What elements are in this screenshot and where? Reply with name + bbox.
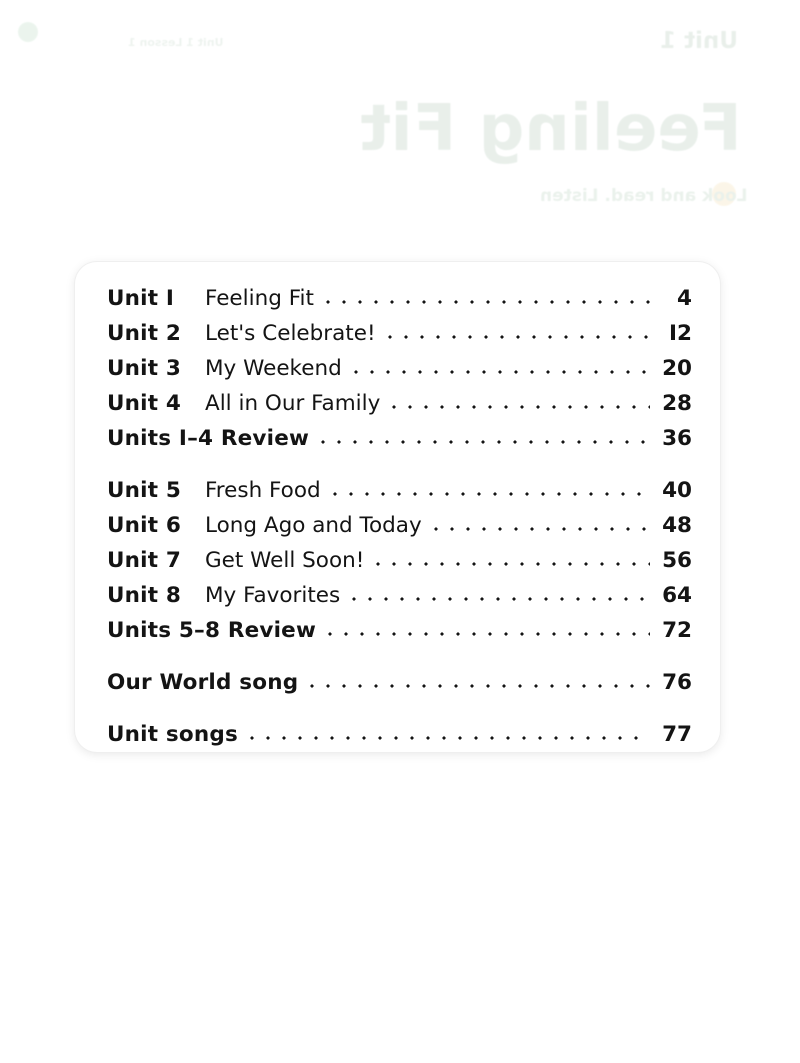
toc-page-number: 64 xyxy=(662,583,692,608)
contents-card xyxy=(75,262,720,752)
toc-page-number: 36 xyxy=(662,426,692,451)
dot-leader xyxy=(348,370,650,374)
dot-leader xyxy=(327,492,650,496)
ghost-corner-tag: Unit 1 Lesson 1 xyxy=(128,36,224,49)
toc-row[interactable] xyxy=(107,513,692,548)
table-of-contents-list xyxy=(107,286,692,757)
toc-row[interactable] xyxy=(107,391,692,426)
toc-row[interactable] xyxy=(107,478,692,513)
toc-page-number: I2 xyxy=(669,321,692,346)
ghost-title: Feeling Fit xyxy=(360,92,742,166)
toc-page-number: 40 xyxy=(662,478,692,503)
toc-entry-title: Get Well Soon! xyxy=(205,548,365,573)
toc-row[interactable] xyxy=(107,321,692,356)
ghost-unit-label: Unit 1 xyxy=(660,28,738,54)
ghost-circle-icon xyxy=(712,182,736,206)
toc-entry-title: Long Ago and Today xyxy=(205,513,422,538)
toc-unit-label: Unit songs xyxy=(107,722,238,747)
toc-unit-label: Unit I xyxy=(107,286,175,311)
toc-entry-title: Fresh Food xyxy=(205,478,321,503)
toc-unit-label: Our World song xyxy=(107,670,299,695)
toc-row[interactable] xyxy=(107,548,692,583)
toc-unit-label: Unit 3 xyxy=(107,356,182,381)
toc-row[interactable] xyxy=(107,670,692,705)
toc-row[interactable] xyxy=(107,356,692,391)
toc-page-number: 28 xyxy=(662,391,692,416)
toc-unit-label: Unit 4 xyxy=(107,391,182,416)
toc-unit-label: Unit 2 xyxy=(107,321,182,346)
toc-row[interactable] xyxy=(107,583,692,618)
toc-entry-title: My Weekend xyxy=(205,356,342,381)
dot-leader xyxy=(315,440,650,444)
ghost-subtitle: Look and read. Listen xyxy=(540,186,748,206)
toc-page-number: 48 xyxy=(662,513,692,538)
toc-page-number: 72 xyxy=(662,618,692,643)
toc-page-number: 20 xyxy=(662,356,692,381)
toc-row[interactable] xyxy=(107,426,692,461)
toc-entry-title: My Favorites xyxy=(205,583,341,608)
toc-unit-label: Unit 5 xyxy=(107,478,182,503)
toc-unit-label: Units I–4 Review xyxy=(107,426,310,451)
toc-entry-title: Feeling Fit xyxy=(205,286,314,311)
toc-page-number: 77 xyxy=(662,722,692,747)
dot-leader xyxy=(320,300,650,304)
ghost-circle-icon xyxy=(18,22,38,42)
dot-leader xyxy=(346,597,650,601)
dot-leader xyxy=(382,335,650,339)
toc-row[interactable] xyxy=(107,722,692,757)
toc-entry-title: Let's Celebrate! xyxy=(205,321,376,346)
toc-page-number: 76 xyxy=(662,670,692,695)
toc-unit-label: Unit 6 xyxy=(107,513,182,538)
toc-row[interactable] xyxy=(107,618,692,653)
toc-page-number: 56 xyxy=(662,548,692,573)
toc-unit-label: Unit 8 xyxy=(107,583,182,608)
toc-unit-label: Unit 7 xyxy=(107,548,182,573)
dot-leader xyxy=(304,684,650,688)
toc-row[interactable] xyxy=(107,286,692,321)
dot-leader xyxy=(428,527,650,531)
toc-unit-label: Units 5–8 Review xyxy=(107,618,317,643)
toc-entry-title: All in Our Family xyxy=(205,391,381,416)
dot-leader xyxy=(370,562,650,566)
dot-leader xyxy=(244,736,650,740)
toc-page-number: 4 xyxy=(677,286,692,311)
dot-leader xyxy=(386,405,650,409)
dot-leader xyxy=(322,632,650,636)
